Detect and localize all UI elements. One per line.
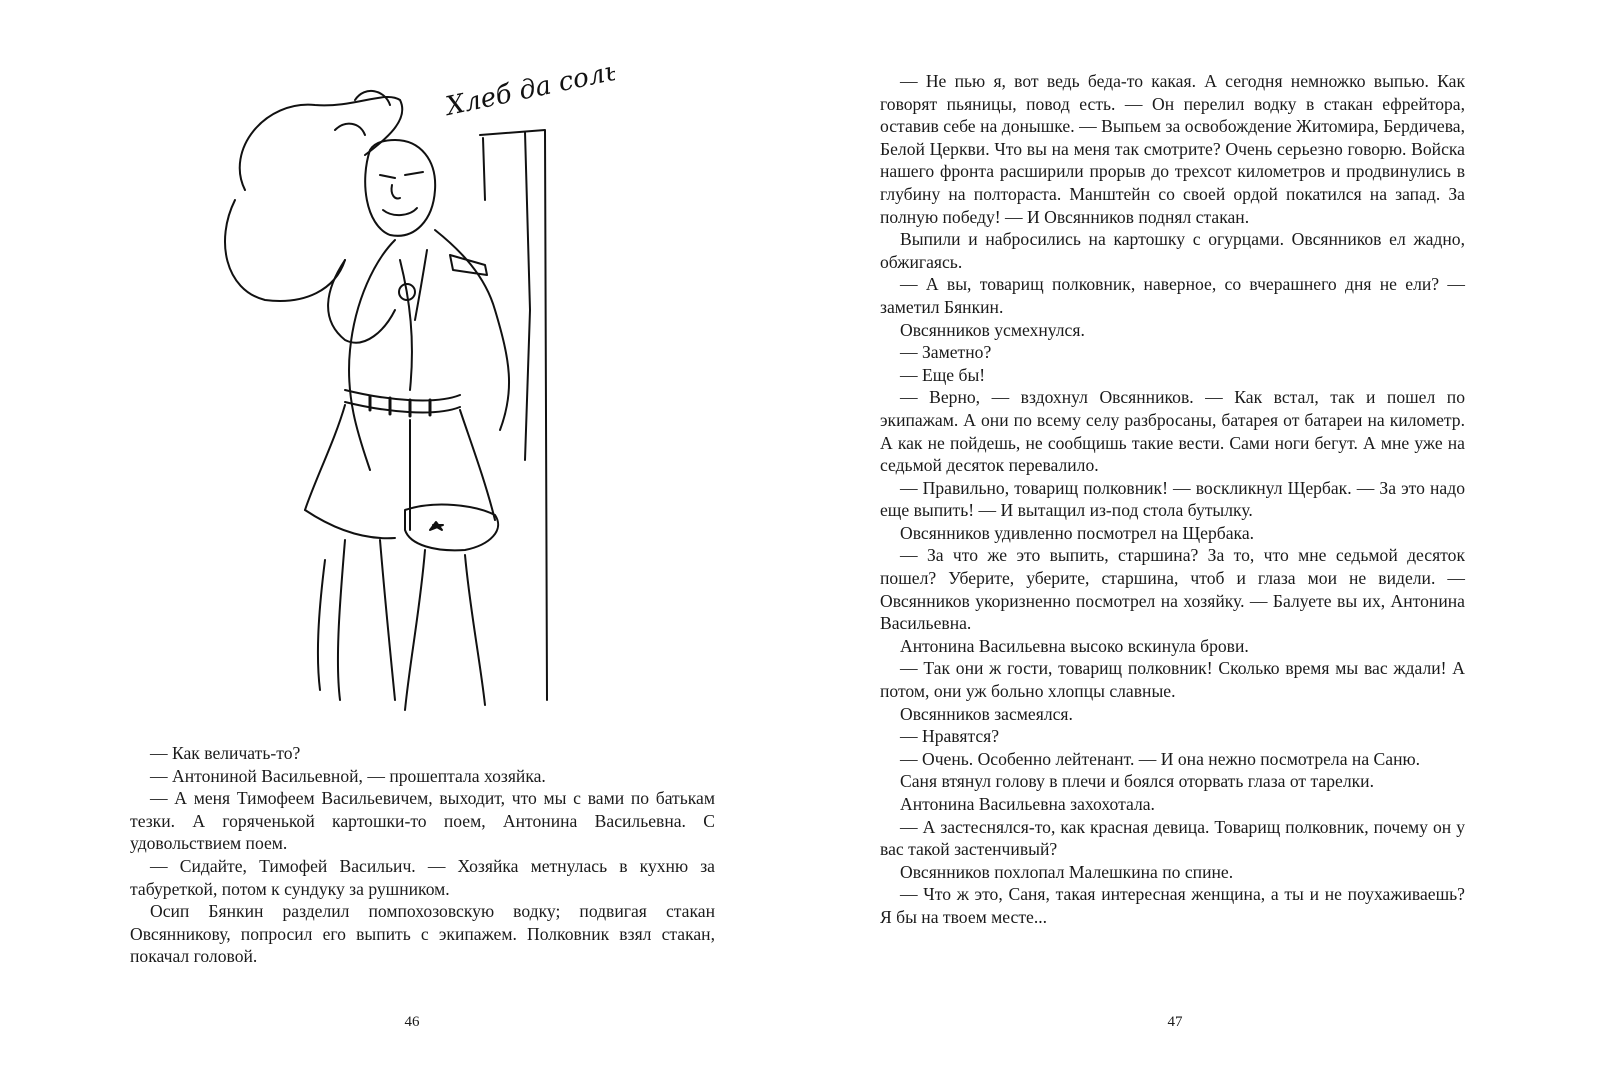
paragraph: — Антониной Васильевной, — прошептала хозяйка. xyxy=(150,765,546,786)
paragraph: Саня втянул голову в плечи и боялся оторвать глаза от тарелки. xyxy=(900,771,1374,792)
paragraph: — Как величать-то? xyxy=(150,743,301,763)
paragraph: — Еще бы! xyxy=(900,364,986,385)
page-number-right: 47 xyxy=(1167,1014,1183,1030)
paragraph: — За что же это выпить, старшина? За то, что мне седьмой десяток пошел? Уберите, уберите, старшина, чтоб и глаза мои не видели. — Овсянников укоризненно посмотрел на хозяйку. — Балуете вы их, Антонина Васильевна. xyxy=(880,545,1465,634)
paragraph: Антонина Васильевна захохотала. xyxy=(900,794,1155,814)
sketch-illustration-officer xyxy=(195,60,615,740)
paragraph: — Сидайте, Тимофей Васильич. — Хозяйка метнулась в кухню за табуреткой, потом к сундуку за рушником. xyxy=(130,855,715,899)
paragraph: — Так они ж гости, товарищ полковник! Сколько время мы вас ждали! А потом, они уж больно хлопцы славные. xyxy=(880,658,1465,702)
paragraph: Антонина Васильевна высоко вскинула брови. xyxy=(900,635,1249,656)
paragraph: — Нравятся? xyxy=(900,726,1000,747)
paragraph: Овсянников похлопал Малешкина по спине. xyxy=(900,861,1234,882)
paragraph: Овсянников удивленно посмотрел на Щербака. xyxy=(900,522,1255,543)
paragraph: — Заметно? xyxy=(900,342,992,363)
paragraph: — Что ж это, Саня, такая интересная женщина, а ты и не поухаживаешь? Я бы на твоем месте... xyxy=(880,884,1465,927)
paragraph: — Очень. Особенно лейтенант. — И она нежно посмотрела на Саню. xyxy=(900,748,1421,769)
paragraph: Овсянников засмеялся. xyxy=(900,703,1073,724)
paragraph: — Верно, — вздохнул Овсянников. — Как встал, так и пошел по экипажам. А они по всему селу разбросаны, батарея от батареи на километр. А как не пойдешь, не сообщишь такие вести. Сами ноги бегут. А мне уже на седьмой десяток перевалило. xyxy=(880,387,1465,476)
paragraph: Выпили и набросились на картошку с огурцами. Овсянников ел жадно, обжигаясь. xyxy=(880,229,1465,272)
right-page xyxy=(800,0,1600,1083)
illustration-caption: Хлеб да соль! xyxy=(443,60,615,123)
paragraph: — А меня Тимофеем Васильевичем, выходит, что мы с вами по батькам тезки. А горяченькой картошки-то поем, Антонина Васильевна. С удовольствием поем. xyxy=(130,788,715,854)
page-number-left: 46 xyxy=(404,1014,420,1030)
right-page-text xyxy=(880,70,1465,929)
paragraph: Осип Бянкин разделил помпохозовскую водку; подвигая стакан Овсянникову, попросил его выпить с экипажем. Полковник взял стакан, покачал головой. xyxy=(130,901,715,967)
paragraph: Овсянников усмехнулся. xyxy=(900,319,1085,340)
paragraph: — А вы, товарищ полковник, наверное, со вчерашнего дня не ели? — заметил Бянкин. xyxy=(880,274,1465,317)
paragraph: — Правильно, товарищ полковник! — воскликнул Щербак. — За это надо еще выпить! — И вытащил из-под стола бутылку. xyxy=(880,477,1465,521)
paragraph: — А застеснялся-то, как красная девица. Товарищ полковник, почему он у вас такой застенчивый? xyxy=(880,816,1465,860)
paragraph: — Не пью я, вот ведь беда-то какая. А сегодня немножко выпью. Как говорят пьяницы, повод есть. — Он перелил водку в стакан ефрейтора, оставив себе на донышке. — Выпьем за освобождение Житомира, Бердичева, Белой Церкви. Что вы на меня так смотрите? Очень серьезно говорю. Войска нашего фронта расширили прорыв до трехсот километров и продвинулись в глубину на полтораста. Манштейн со своей ордой покатился на запад. За полную победу! — И Овсянников поднял стакан. xyxy=(880,71,1465,227)
left-page-text xyxy=(130,742,715,968)
